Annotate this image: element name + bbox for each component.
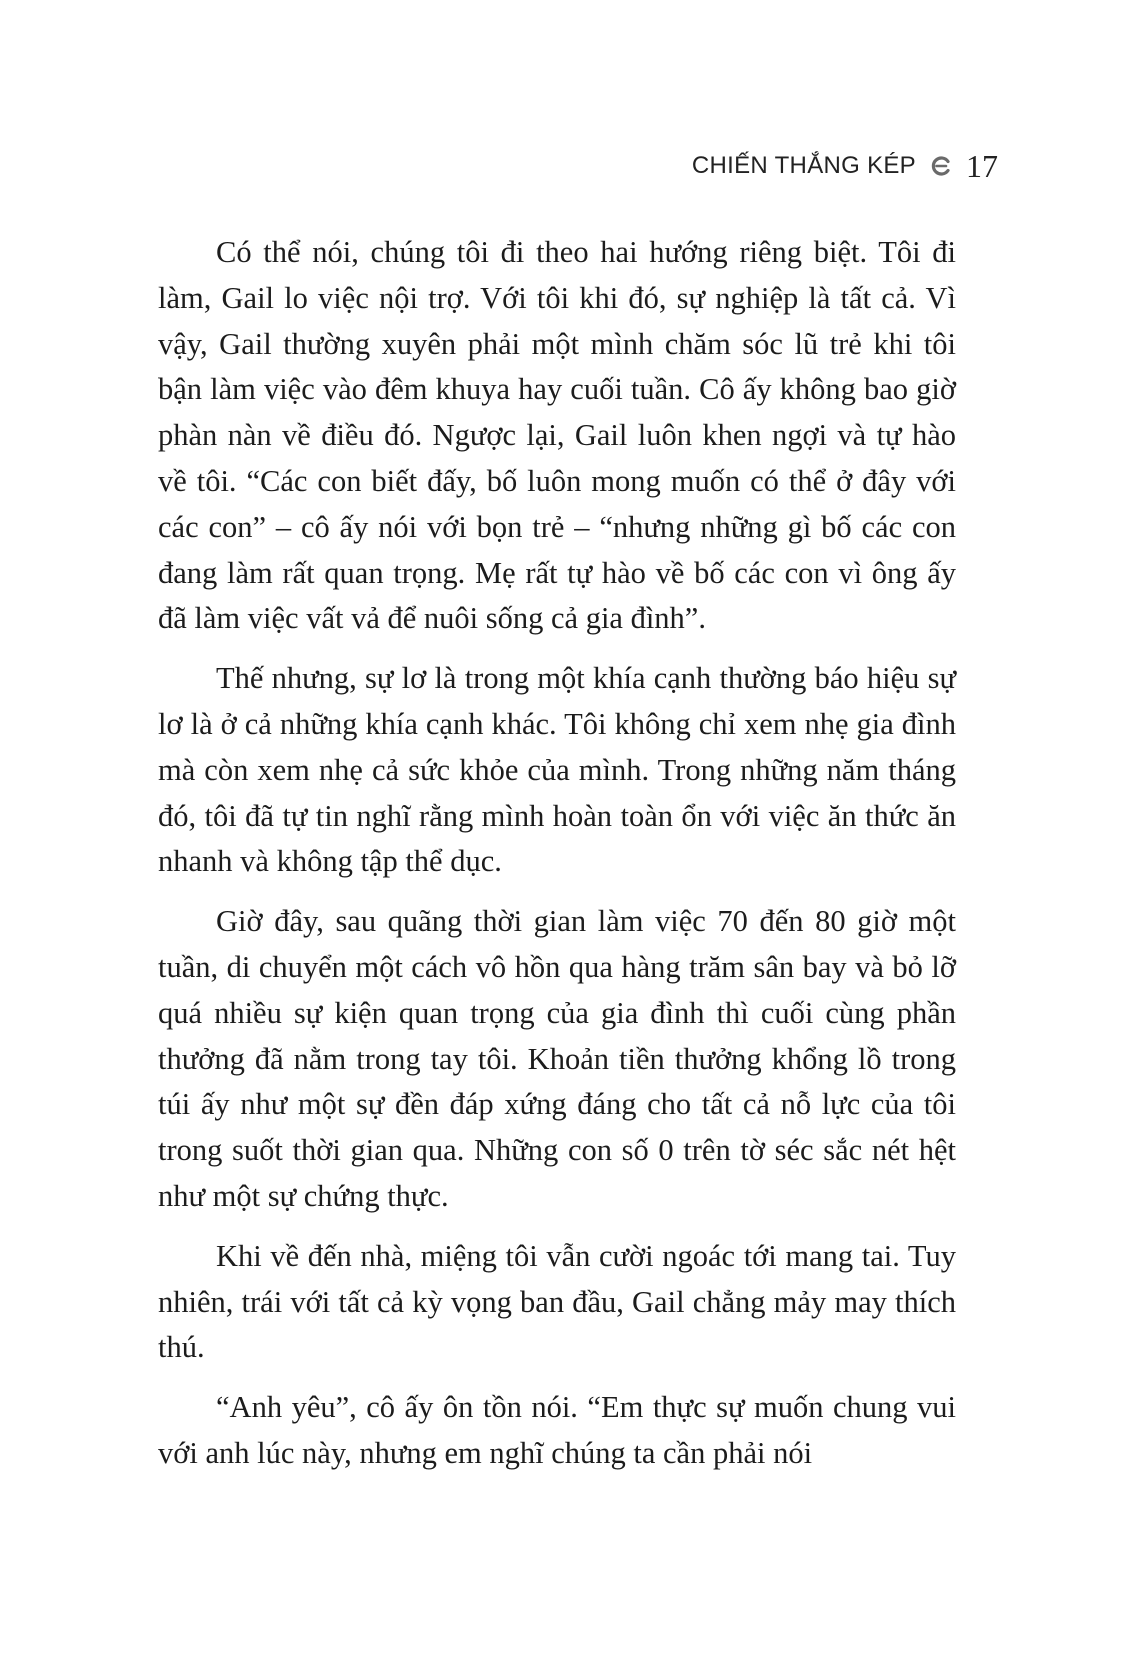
paragraph: Khi về đến nhà, miệng tôi vẫn cười ngoác tới mang tai. Tuy nhiên, trái với tất cả kỳ vọng ban đầu, Gail chẳng mảy may thích thú. — [158, 1238, 956, 1365]
circular-arrow-ornament-icon — [930, 155, 952, 177]
page-number: 17 — [966, 147, 998, 184]
paragraph: Giờ đây, sau quãng thời gian làm việc 70 đến 80 giờ một tuần, di chuyển một cách vô hồn qua hàng trăm sân bay và bỏ lỡ quá nhiều sự kiện quan trọng của gia đình thì cuối cùng phần thưởng đã nằm trong tay tôi. Khoản tiền thưởng khổng lồ trong túi ấy như một sự đền đáp xứng đáng cho tất cả nỗ lực của tôi trong suốt thời gian qua. Những con số 0 trên tờ séc sắc nét hệt như một sự chứng thực. — [158, 904, 956, 1213]
paragraph: Có thể nói, chúng tôi đi theo hai hướng riêng biệt. Tôi đi làm, Gail lo việc nội trợ. Với tôi khi đó, sự nghiệp là tất cả. Vì vậy, Gail thường xuyên phải một mình chăm sóc lũ trẻ khi tôi bận làm việc vào đêm khuya hay cuối tuần. Cô ấy không bao giờ phàn nàn về điều đó. Ngược lại, Gail luôn khen ngợi và tự hào về tôi. “Các con biết đấy, bố luôn mong muốn có thể ở đây với các con” – cô ấy nói với bọn trẻ – “nhưng những gì bố các con đang làm rất quan trọng. Mẹ rất tự hào về bố các con vì ông ấy đã làm việc vất vả để nuôi sống cả gia đình”. — [158, 235, 956, 636]
running-header — [692, 146, 998, 186]
paragraph: “Anh yêu”, cô ấy ôn tồn nói. “Em thực sự muốn chung vui với anh lúc này, nhưng em nghĩ chúng ta cần phải nói — [158, 1390, 956, 1470]
chapter-title: CHIẾN THẮNG KÉP — [691, 152, 916, 179]
paragraph: Thế nhưng, sự lơ là trong một khía cạnh thường báo hiệu sự lơ là ở cả những khía cạnh khác. Tôi không chỉ xem nhẹ gia đình mà còn xem nhẹ cả sức khỏe của mình. Trong những năm tháng đó, tôi đã tự tin nghĩ rằng mình hoàn toàn ổn với việc ăn thức ăn nhanh và không tập thể dục. — [158, 661, 956, 879]
body-text — [158, 230, 956, 1491]
